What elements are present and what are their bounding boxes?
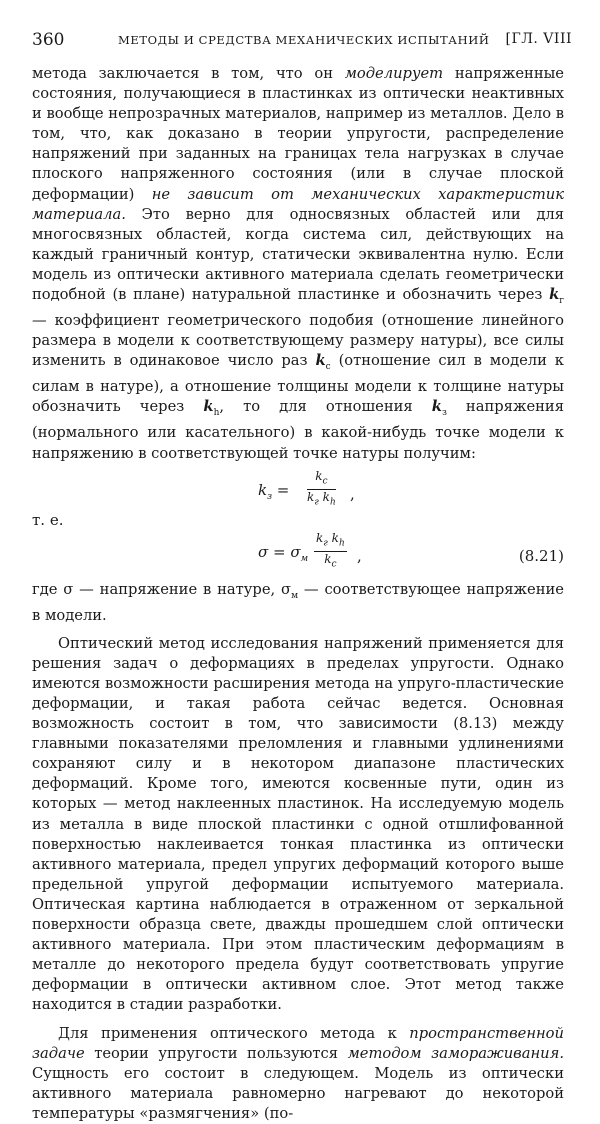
formula-fraction [314, 531, 347, 573]
equation-number: (8.21) [518, 546, 564, 565]
text-run: — соответствующее напряжение в модели. [32, 580, 564, 624]
formula-subscript: с [331, 559, 337, 570]
symbol-subscript: г [559, 295, 564, 306]
formula-symbol: k [331, 530, 339, 545]
page-number: 360 [32, 30, 65, 50]
paragraph-2 [32, 580, 564, 626]
formula-symbol: k [315, 468, 323, 483]
text-run: где σ — напряжение в натуре, σ [32, 580, 292, 598]
text-run: , то для отношения [219, 398, 432, 416]
text-run: Это верно для односвязных областей или для многосвязных областей, когда система сил, действующих на каждый граничный контур, статически эквивалентна нулю. Если модель из оптически активного материала сделать геометрически подобной (в плане) натуральной пластинке и обозначить через [32, 205, 564, 304]
running-header [32, 30, 572, 54]
formula-subscript: г [314, 497, 319, 508]
formula-subscript: г [323, 537, 328, 548]
formula-subscript: h [338, 537, 345, 548]
formula-subscript: з [267, 491, 273, 502]
text-run: теории упругости пользуются [84, 1044, 348, 1062]
formula-symbol: k [316, 530, 324, 545]
formula-symbol: k [307, 489, 315, 504]
emphasis-text: моделирует [344, 65, 444, 82]
emphasis-text: не зависит от механических характеристик материала. [32, 185, 564, 223]
text-run: Сущность его состоит в следующем. Модель из оптически активного материала равномерно нагревают до некоторой температуры «размягчения» (по- [32, 1064, 564, 1122]
formula-comma: , [350, 484, 355, 503]
formula-symbol: σ = σ [258, 542, 301, 561]
symbol-k: k [431, 398, 442, 416]
formula-comma: , [357, 546, 362, 565]
formula-lead-text: т. е. [32, 510, 64, 529]
emphasis-text: методом замораживания. [347, 1044, 565, 1062]
emphasis-text: пространственной задаче [32, 1024, 564, 1062]
formula-subscript: м [300, 553, 309, 564]
formula-lhs [258, 542, 308, 569]
formula-symbol: k [322, 489, 330, 504]
symbol-k: k [549, 286, 560, 304]
text-run: метода заключается в том, что он [32, 65, 345, 82]
formula-symbol: k [258, 480, 268, 499]
paragraph-1 [32, 64, 564, 464]
fraction-denominator [307, 490, 336, 510]
paragraph-4 [32, 1024, 564, 1124]
paragraph-3: Оптический метод исследования напряжений применяется для решения задач о деформациях в пределах упругости. Однако имеются возможности расширения метода на упруго-пластические деформации, и такая работа сейчас ведется. Основная возможность состоит в том, что зависимости (8.13) между главными показателями преломления и главными удлинениями сохраняют силу и в некотором диапазоне пластических деформаций. Кроме того, имеются косвенные пути, один из которых — метод наклеенных пластинок. На исследуемую модель из металла в виде плоской пластинки с одной отшлифованной поверхностью наклеивается тонкая пластинка из оптически активного материала, предел упругих деформаций которого выше предельной упругой деформации испытуемого материала. Оптическая картина наблюдается в отраженном от зеркальной поверхности образца свете, дважды прошедшем слой оптически активного материала. При этом пластическим деформациям в металле до некоторого предела будут соответствовать упругие деформации в оптически активном слое. Этот метод также находится в стадии разработки. [32, 634, 564, 1014]
symbol-k: k [315, 352, 326, 370]
text-run: напряженные состояния, получающиеся в пластинках из оптически неактивных и вообще непрозрачных материалов, например из металлов. Дело в том, что, как доказано в теории упругости, распределение напряжений при заданных на границах тела нагрузках в случае плоского напряженного состояния (или в случае плоской деформации) [32, 65, 564, 203]
formula-lhs [258, 480, 289, 507]
symbol-subscript: з [441, 408, 447, 419]
fraction-denominator [314, 552, 347, 572]
symbol-subscript: м [291, 590, 299, 601]
running-title: МЕТОДЫ И СРЕДСТВА МЕХАНИЧЕСКИХ ИСПЫТАНИЙ [118, 33, 490, 47]
text-run: Для применения оптического метода к [58, 1024, 410, 1042]
formula-kz [32, 464, 564, 520]
body-text [32, 64, 564, 1124]
formula-symbol: k [324, 551, 332, 566]
symbol-subscript: h [213, 408, 220, 419]
text-run: напряжения (нормального или касательного) в какой-нибудь точке модели к напряжению в соответствующей точке натуры получим: [32, 398, 564, 462]
symbol-k: k [203, 398, 214, 416]
formula-subscript: с [322, 475, 328, 486]
fraction-numerator [314, 531, 347, 552]
chapter-label: [ГЛ. VIII [505, 31, 572, 47]
text-run: — коэффициент геометрического подобия (отношение линейного размера в модели к соответствующему размеру натуры), все силы изменить в одинаковое число раз [32, 312, 564, 370]
formula-fraction [307, 469, 336, 511]
formula-equals: = [272, 480, 290, 499]
symbol-subscript: с [325, 362, 331, 373]
formula-sigma [32, 510, 564, 580]
formula-subscript: h [329, 497, 336, 508]
text-run: (отношение сил в модели к силам в натуре), а отношение толщины модели к толщине натуры обозначить через [32, 352, 564, 416]
fraction-numerator [307, 469, 336, 490]
